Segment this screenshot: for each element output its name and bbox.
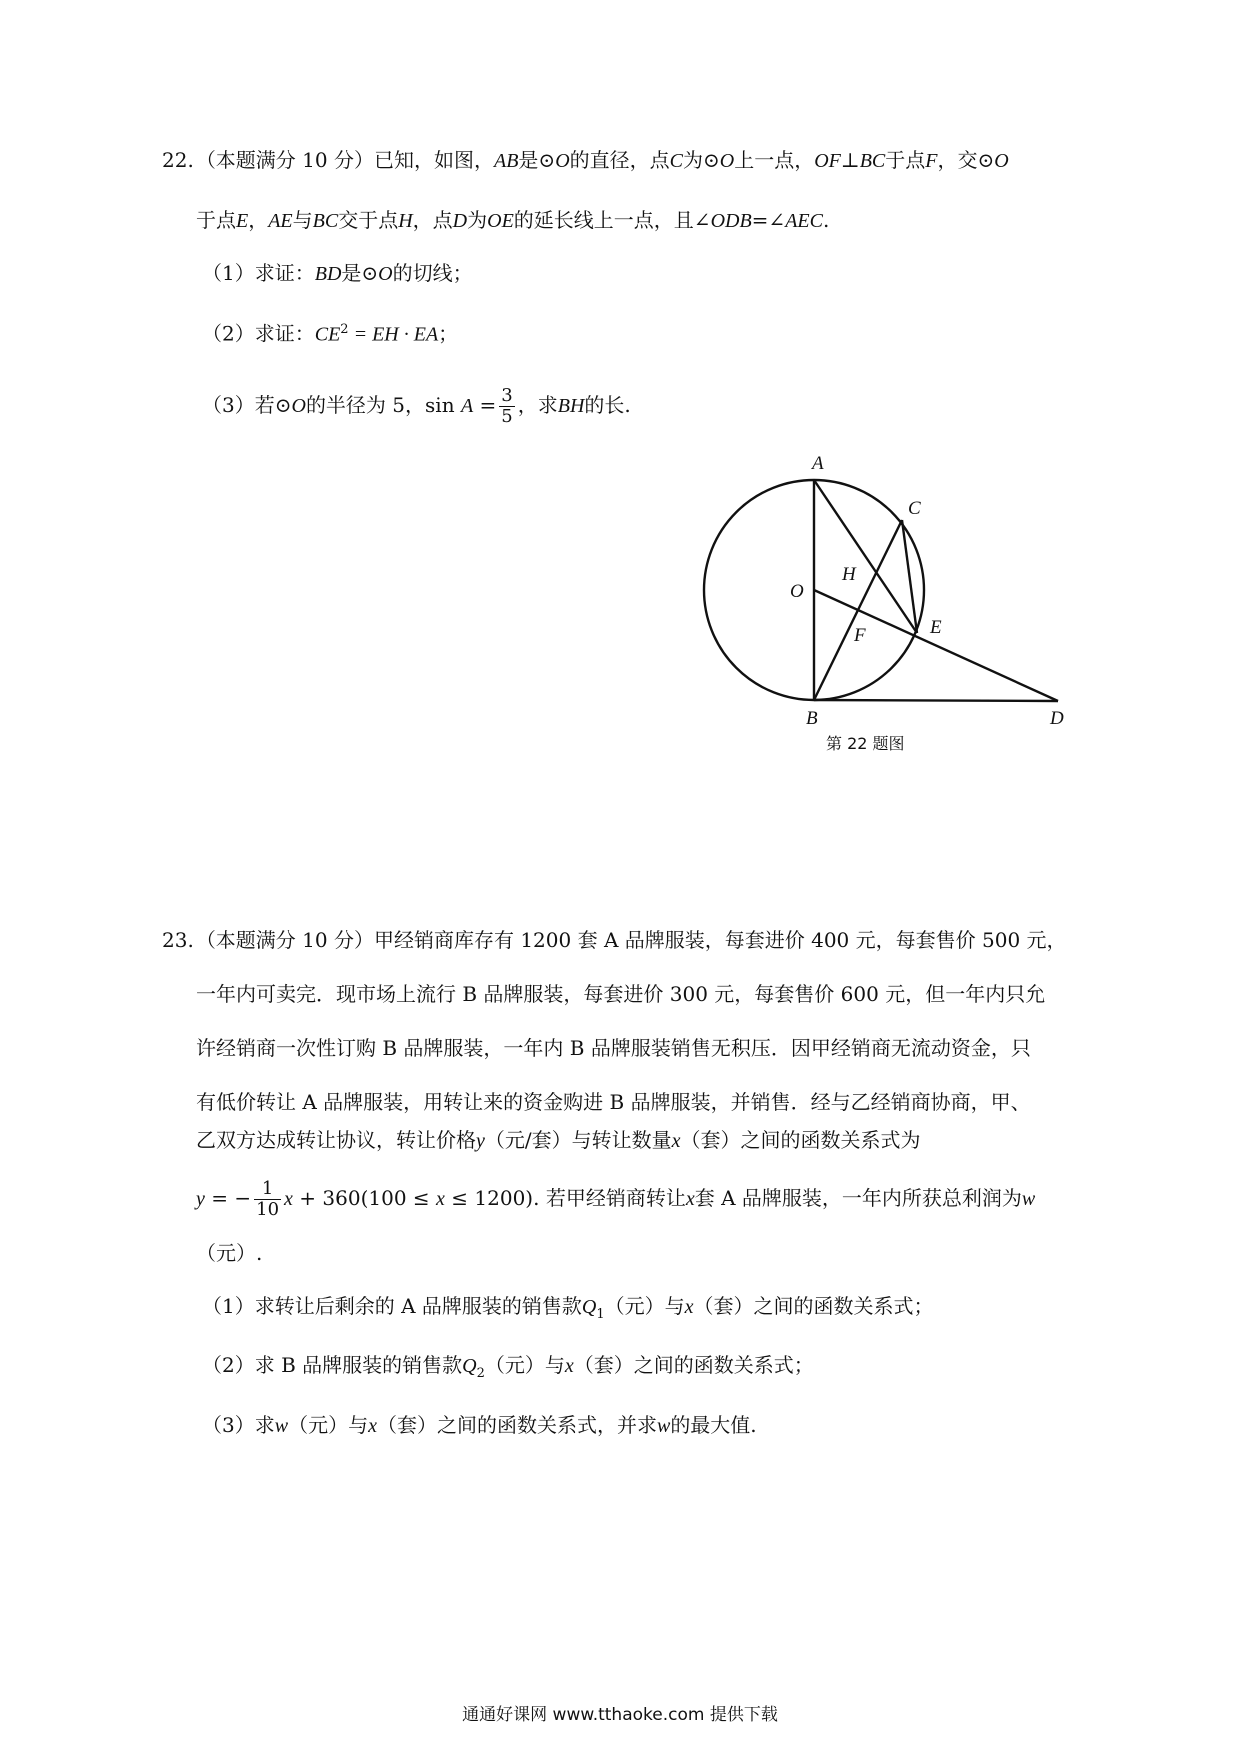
q22-text: 与	[292, 208, 313, 232]
q23-text: （元）与	[604, 1294, 685, 1318]
q23-math: x	[671, 1130, 681, 1152]
q23-math: ≤ 1200)	[444, 1186, 534, 1210]
q22-math: ODB	[710, 210, 752, 232]
q22-text: .	[822, 208, 830, 232]
label-e: E	[930, 617, 942, 638]
q22-text: 于点	[885, 148, 926, 172]
q23-text: （元/套）与转让数量	[484, 1128, 672, 1152]
label-b: B	[806, 708, 818, 729]
q23-line-4	[196, 1087, 1031, 1117]
q22-math: BH	[557, 395, 585, 417]
q23-math-sub: 2	[476, 1366, 485, 1381]
q23-math: Q	[581, 1296, 597, 1318]
q22-math: BC	[859, 150, 886, 172]
q23-part-2	[202, 1350, 814, 1380]
q22-text: 的直径，点	[569, 148, 670, 172]
fraction-one-tenth	[254, 1179, 281, 1220]
label-o: O	[790, 581, 804, 602]
q23-math: w	[274, 1415, 289, 1437]
q23-text: （本题满分 10 分）甲经销商库存有 1200 套 A 品牌服装，每套进价 400 元，每套售价 500 元，	[195, 928, 1067, 952]
q23-math: Q	[462, 1355, 477, 1377]
q22-text: （3）若⊙	[202, 393, 292, 417]
q23-text: （2）求 B 品牌服装的销售款	[202, 1353, 463, 1377]
q22-math: O	[994, 150, 1009, 172]
q22-text: ，	[248, 208, 269, 232]
q23-text: （套）之间的函数关系式；	[573, 1353, 814, 1377]
q23-math: x	[685, 1188, 695, 1210]
q22-math-sup: 2	[340, 322, 349, 337]
q22-text: ；	[438, 321, 459, 346]
q22-math: AEC	[785, 210, 823, 232]
segment-bd	[814, 700, 1058, 701]
q22-math: O	[378, 263, 393, 285]
q23-math-sub: 1	[596, 1307, 605, 1322]
q22-math: CE	[314, 323, 341, 346]
q23-line-5	[196, 1125, 921, 1155]
label-a: A	[812, 453, 824, 474]
q23-math: x	[284, 1188, 293, 1210]
q22-text: 是⊙	[341, 261, 379, 285]
q23-text: 有低价转让 A 品牌服装，用转让来的资金购进 B 品牌服装，并销售．经与乙经销商协商，甲、	[196, 1090, 1031, 1114]
q23-math: x	[368, 1415, 377, 1437]
q23-math: w	[656, 1415, 671, 1437]
q22-math: BD	[314, 263, 342, 285]
q23-math: x	[564, 1355, 574, 1377]
q22-math: BC	[312, 210, 339, 232]
figure-caption: 第 22 题图	[826, 734, 905, 753]
q22-text: 为	[467, 208, 488, 232]
q23-line-2	[196, 979, 1045, 1009]
q23-line-3	[196, 1033, 1031, 1063]
q23-math: y	[196, 1188, 205, 1210]
q23-line-1	[162, 925, 1067, 955]
q23-text: 一年内可卖完．现市场上流行 B 品牌服装，每套进价 300 元，每套售价 600 元，但一年内只允	[196, 982, 1046, 1006]
q22-text: ，求	[517, 393, 558, 417]
label-c: C	[908, 498, 921, 519]
q23-text: （元）与	[288, 1413, 369, 1437]
q23-part-3	[202, 1410, 757, 1440]
footer-download-note: 通通好课网 www.tthaoke.com 提供下载	[462, 1705, 778, 1725]
q22-math: A	[460, 395, 474, 417]
q22-math: AE	[268, 210, 293, 232]
q22-math: O	[291, 395, 306, 417]
q22-math: E	[236, 210, 249, 232]
q23-line-6	[196, 1173, 1035, 1223]
q22-text: 交于点	[338, 208, 399, 232]
q23-math: + 360(100 ≤	[292, 1186, 437, 1210]
q22-number: 22.	[162, 148, 194, 172]
q22-text: ，点	[412, 208, 453, 232]
q22-text: ⊥	[840, 148, 860, 172]
q22-math: OE	[487, 210, 514, 232]
segment-ae	[814, 480, 917, 633]
q22-text: （本题满分 10 分）已知，如图，	[195, 148, 494, 172]
q23-text: （套）之间的函数关系式；	[693, 1294, 934, 1318]
q22-text: 是⊙	[518, 148, 556, 172]
q22-text: 的长.	[584, 393, 631, 417]
q22-text: 上一点，	[734, 148, 815, 172]
q23-text: 乙双方达成转让协议，转让价格	[196, 1128, 476, 1152]
q23-text: （3）求	[202, 1413, 275, 1437]
label-d: D	[1050, 708, 1064, 729]
fraction-numerator: 1	[254, 1179, 281, 1200]
fraction-denominator: 5	[501, 406, 513, 427]
q22-math: O	[555, 150, 570, 172]
q22-text: 于点	[196, 208, 236, 232]
q22-text: 为⊙	[682, 148, 720, 172]
q23-math: x	[684, 1296, 694, 1318]
q22-math: F	[925, 150, 938, 172]
q22-math: OF	[814, 150, 841, 172]
q22-math: =	[473, 393, 497, 417]
q22-math: sin	[425, 393, 455, 417]
q23-math: w	[1021, 1188, 1036, 1210]
q22-text: =∠	[751, 208, 786, 232]
segment-od	[814, 590, 1058, 701]
fraction-numerator: 3	[501, 385, 513, 406]
q23-line-7	[196, 1238, 262, 1268]
q23-text: 的最大值.	[670, 1413, 757, 1437]
q22-text: 的切线；	[392, 261, 473, 285]
q22-text: 的半径为 5，	[305, 393, 426, 417]
q23-math: y	[476, 1130, 485, 1152]
q23-text: （元）.	[196, 1241, 263, 1265]
label-f: F	[854, 625, 866, 646]
q23-text: （套）之间的函数关系式为	[680, 1128, 921, 1152]
q23-math: x	[436, 1188, 445, 1210]
q23-part-1	[202, 1291, 934, 1321]
label-h: H	[842, 564, 856, 585]
q23-math: = −	[204, 1186, 252, 1210]
q22-math: O	[719, 150, 735, 172]
q22-math: = EH · EA	[348, 323, 439, 346]
q22-text: 的延长线上一点，且∠	[513, 208, 711, 232]
fraction-denominator: 10	[256, 1199, 280, 1220]
q22-text: （2）求证：	[202, 321, 315, 346]
q23-text: （元）与	[484, 1353, 565, 1377]
q22-math: AB	[493, 150, 519, 172]
q23-text: 许经销商一次性订购 B 品牌服装，一年内 B 品牌服装销售无积压．因甲经销商无流动资金，只	[196, 1036, 1031, 1060]
q22-math: C	[669, 150, 683, 172]
q23-text: 套 A 品牌服装，一年内所获总利润为	[694, 1186, 1022, 1210]
q23-text: （1）求转让后剩余的 A 品牌服装的销售款	[202, 1294, 582, 1318]
q23-text: （套）之间的函数关系式，并求	[376, 1413, 657, 1437]
q22-text: ，交⊙	[937, 148, 995, 172]
q23-number: 23.	[162, 928, 194, 952]
q23-text: . 若甲经销商转让	[533, 1186, 686, 1210]
q22-math: H	[398, 210, 413, 232]
q22-text: （1）求证：	[202, 261, 315, 285]
q22-math: D	[452, 210, 468, 232]
